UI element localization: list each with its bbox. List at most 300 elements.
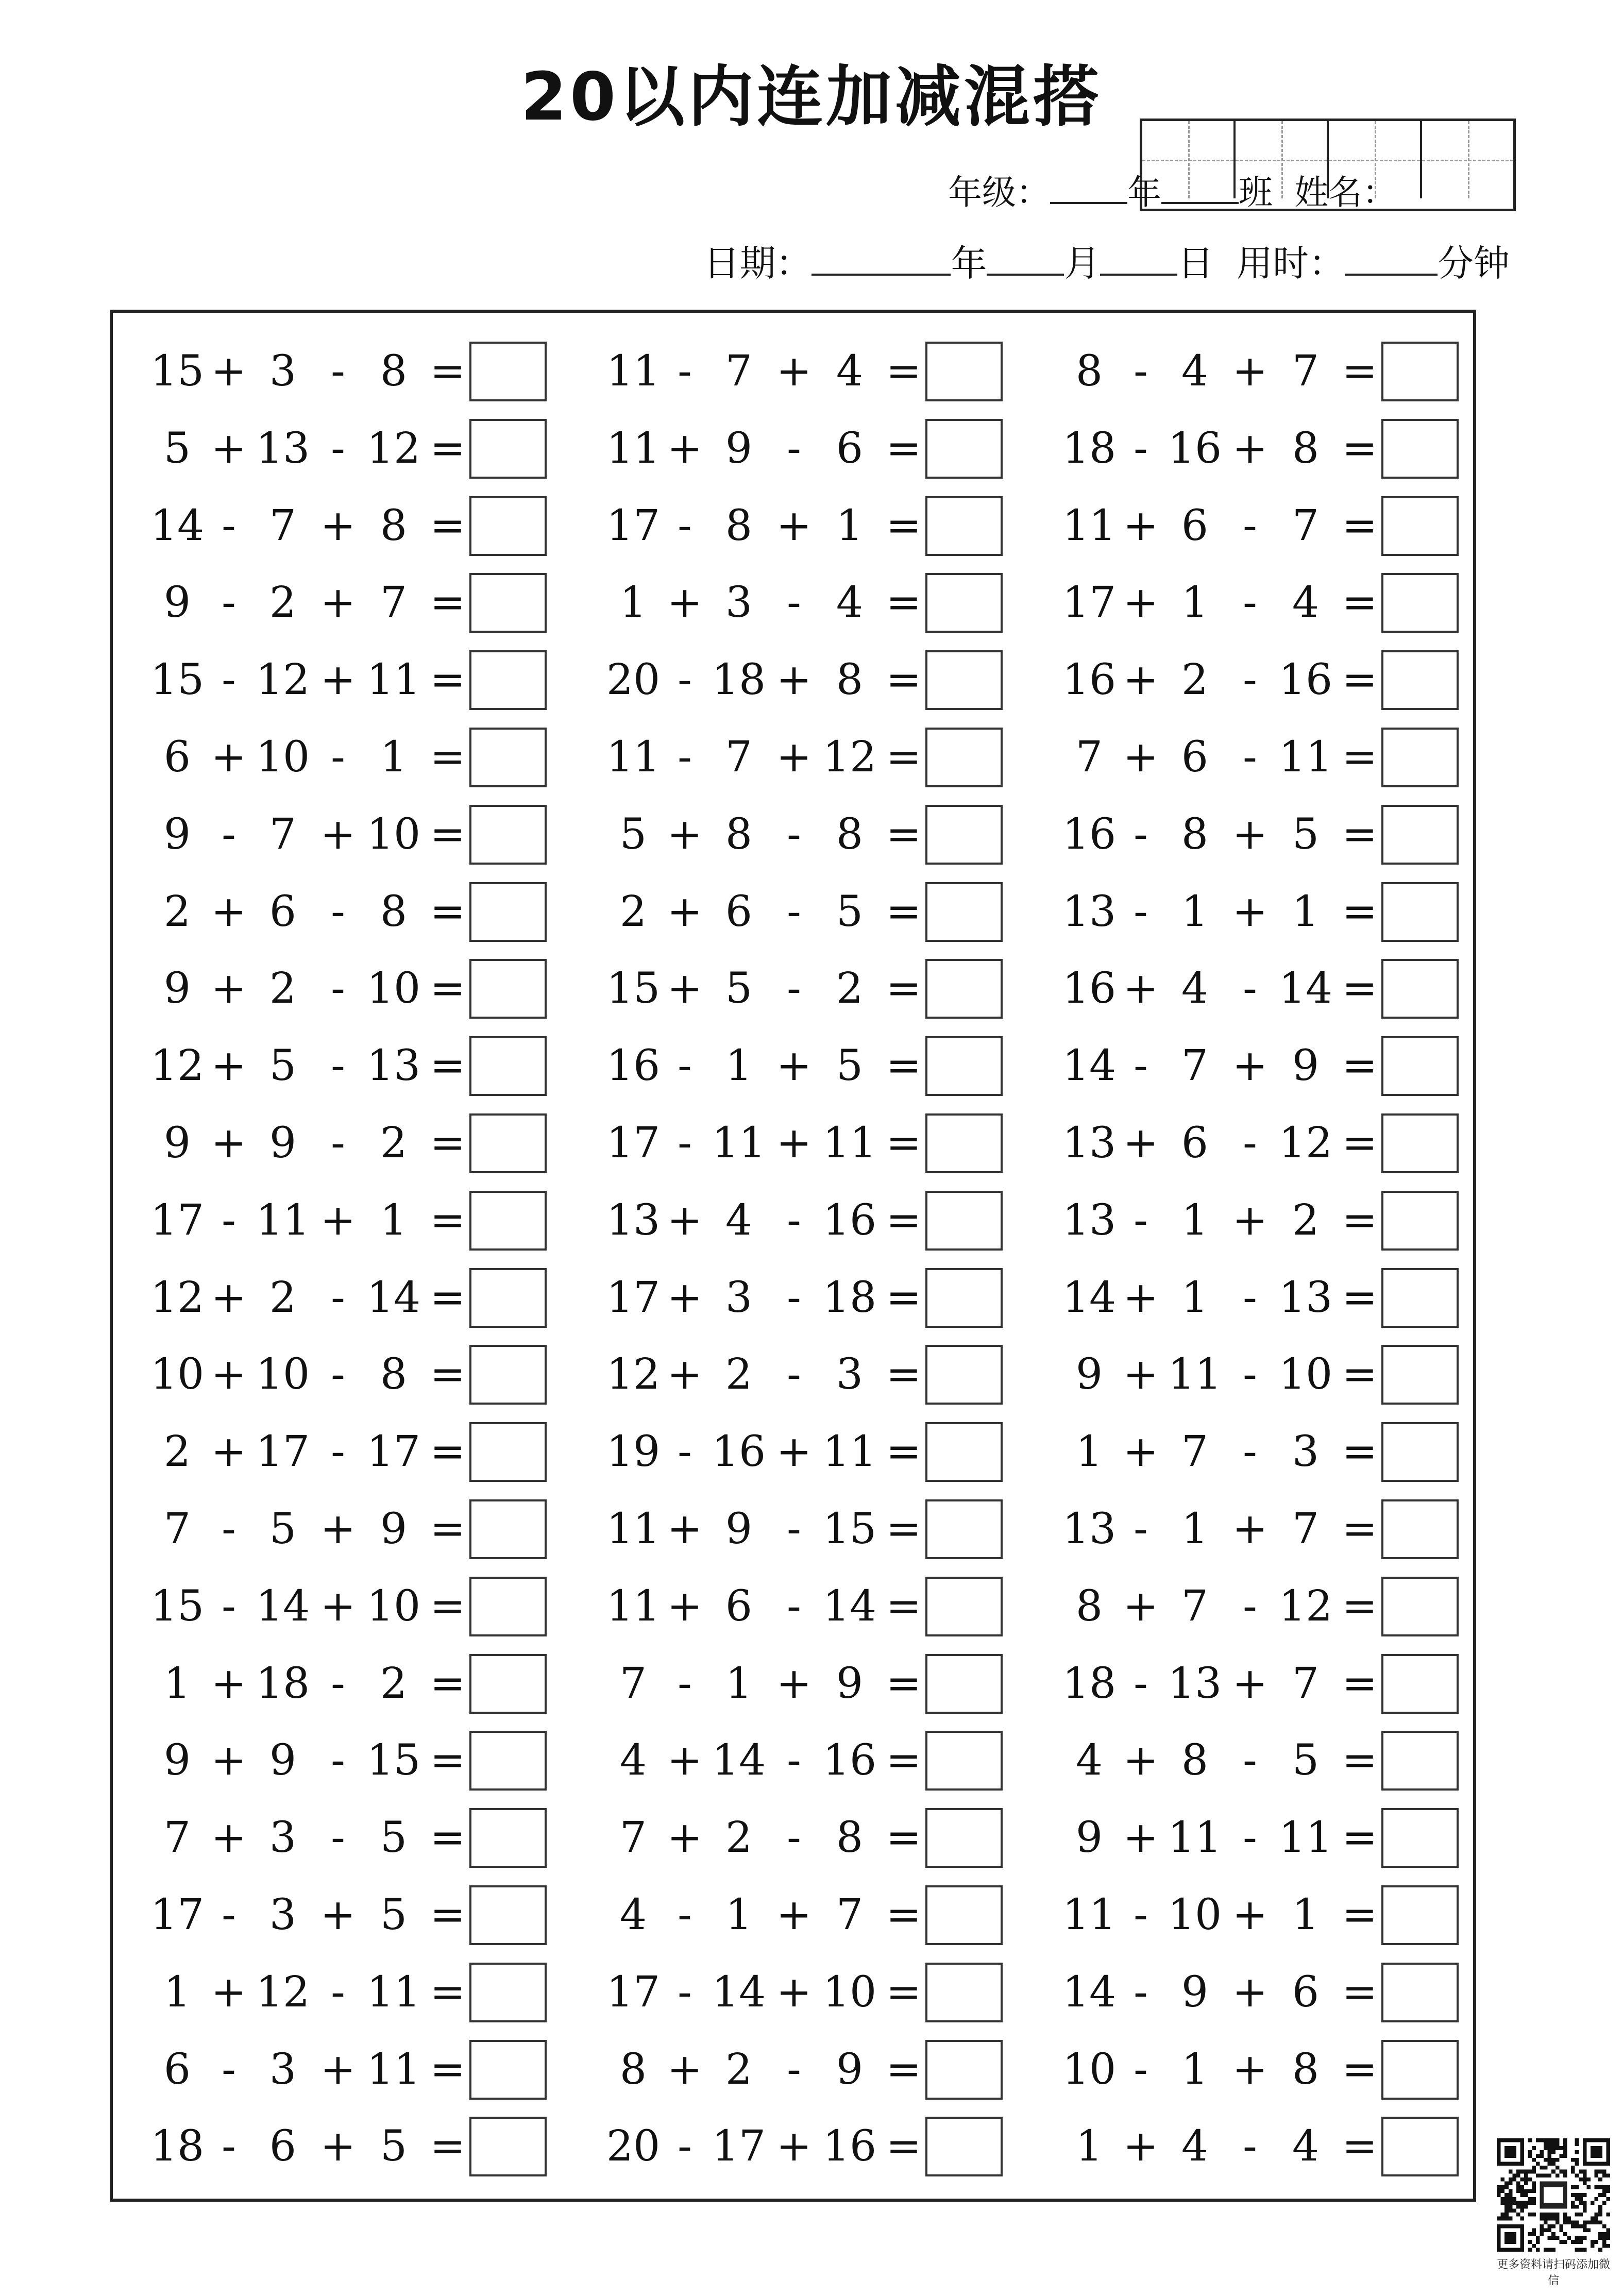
answer-box[interactable] [1381, 1191, 1459, 1251]
answer-box[interactable] [1381, 2040, 1459, 2100]
operand: 14 [822, 1581, 877, 1631]
answer-box[interactable] [1381, 342, 1459, 401]
operand: 17 [366, 1427, 421, 1477]
answer-box[interactable] [925, 573, 1003, 633]
grade-unit: 年 [1127, 173, 1162, 212]
operator: - [678, 1890, 692, 1939]
answer-box[interactable] [1381, 1808, 1459, 1868]
operand: 11 [606, 1581, 661, 1631]
operand: 6 [1181, 501, 1209, 550]
operator: - [678, 2122, 692, 2171]
operand: 12 [366, 424, 421, 473]
equals-sign: = [430, 1273, 466, 1322]
answer-box[interactable] [925, 805, 1003, 865]
operand: 6 [725, 1581, 753, 1631]
answer-box[interactable] [925, 959, 1003, 1019]
operand: 7 [836, 1890, 864, 1939]
operand: 6 [269, 2122, 297, 2171]
operator: - [222, 2122, 236, 2171]
operand: 10 [1168, 1890, 1222, 1939]
answer-box[interactable] [469, 959, 547, 1019]
equals-sign: = [886, 964, 922, 1014]
answer-box[interactable] [469, 2040, 547, 2100]
operator: - [331, 1736, 345, 1785]
equals-sign: = [1342, 501, 1378, 550]
operand: 9 [380, 1505, 408, 1554]
operand: 2 [725, 1350, 753, 1399]
answer-box[interactable] [925, 1345, 1003, 1405]
qr-caption: 更多资料请扫码添加微信 [1496, 2258, 1610, 2287]
equals-sign: = [1342, 1427, 1378, 1477]
operand: 4 [725, 1195, 753, 1245]
operator: + [1232, 2045, 1268, 2094]
operator: - [222, 578, 236, 628]
operand: 3 [269, 2045, 297, 2094]
answer-box[interactable] [469, 1808, 547, 1868]
answer-box[interactable] [925, 650, 1003, 710]
equals-sign: = [1342, 964, 1378, 1014]
answer-box[interactable] [1381, 1268, 1459, 1328]
answer-box[interactable] [925, 1885, 1003, 1945]
equals-sign: = [1342, 1195, 1378, 1245]
operand: 13 [1278, 1273, 1333, 1322]
operand: 18 [712, 655, 766, 705]
operand: 8 [1292, 2045, 1320, 2094]
operator: - [331, 424, 345, 473]
equals-sign: = [1342, 578, 1378, 628]
operator: - [1134, 1659, 1148, 1708]
operator: - [1243, 1119, 1257, 1168]
operand: 12 [150, 1041, 205, 1091]
operand: 10 [366, 1581, 421, 1631]
answer-box[interactable] [469, 1885, 547, 1945]
equals-sign: = [886, 1195, 922, 1245]
operand: 6 [163, 2045, 191, 2094]
answer-box[interactable] [469, 882, 547, 942]
answer-box[interactable] [1381, 1963, 1459, 2022]
equals-sign: = [886, 733, 922, 782]
operator: + [1123, 1350, 1159, 1399]
class-blank[interactable] [1161, 171, 1239, 204]
operand: 14 [366, 1273, 421, 1322]
day-blank[interactable] [1100, 243, 1177, 276]
answer-box[interactable] [1381, 650, 1459, 710]
operand: 7 [1181, 1581, 1209, 1631]
operator: + [1123, 1119, 1159, 1168]
operand: 7 [1181, 1427, 1209, 1477]
operand: 1 [619, 578, 647, 628]
operator: + [1232, 887, 1268, 936]
operand: 11 [1062, 1890, 1117, 1939]
operand: 16 [1062, 964, 1117, 1014]
operand: 1 [1181, 887, 1209, 936]
answer-box[interactable] [925, 1654, 1003, 1714]
equals-sign: = [430, 1427, 466, 1477]
answer-box[interactable] [469, 573, 547, 633]
operand: 2 [380, 1119, 408, 1168]
operand: 10 [366, 809, 421, 859]
answer-box[interactable] [1381, 1885, 1459, 1945]
operand: 11 [366, 655, 421, 705]
equals-sign: = [1342, 655, 1378, 705]
answer-box[interactable] [925, 2040, 1003, 2100]
equals-sign: = [886, 1273, 922, 1322]
operand: 6 [725, 887, 753, 936]
operator: - [331, 1041, 345, 1091]
operator: - [1243, 1350, 1257, 1399]
operand: 10 [256, 733, 310, 782]
operator: - [678, 501, 692, 550]
operand: 16 [822, 2122, 877, 2171]
operand: 12 [256, 1967, 310, 2017]
operator: + [1232, 1659, 1268, 1708]
operand: 13 [1062, 1505, 1117, 1554]
operand: 10 [1062, 2045, 1117, 2094]
operand: 15 [366, 1736, 421, 1785]
operand: 13 [1062, 1119, 1117, 1168]
operator: - [1243, 1813, 1257, 1863]
operator: + [667, 1813, 703, 1863]
operand: 5 [380, 1813, 408, 1863]
operand: 16 [1278, 655, 1333, 705]
operand: 12 [606, 1350, 661, 1399]
equals-sign: = [430, 501, 466, 550]
operand: 12 [822, 733, 877, 782]
operator: + [776, 655, 812, 705]
equals-sign: = [886, 1967, 922, 2017]
operand: 16 [822, 1195, 877, 1245]
operator: + [667, 1273, 703, 1322]
equals-sign: = [430, 964, 466, 1014]
equals-sign: = [430, 655, 466, 705]
operator: - [787, 1813, 801, 1863]
operand: 8 [380, 347, 408, 396]
answer-box[interactable] [469, 2117, 547, 2176]
operand: 7 [269, 501, 297, 550]
answer-box[interactable] [469, 1731, 547, 1791]
operand: 1 [1181, 578, 1209, 628]
operand: 3 [269, 1890, 297, 1939]
operand: 3 [836, 1350, 864, 1399]
operator: + [776, 1427, 812, 1477]
operand: 14 [1062, 1273, 1117, 1322]
answer-box[interactable] [1381, 496, 1459, 556]
answer-box[interactable] [925, 1113, 1003, 1173]
answer-box[interactable] [925, 728, 1003, 787]
answer-box[interactable] [469, 342, 547, 401]
operator: + [1232, 347, 1268, 396]
answer-box[interactable] [469, 805, 547, 865]
operand: 6 [1181, 733, 1209, 782]
operator: - [1134, 1195, 1148, 1245]
operand: 11 [1168, 1350, 1222, 1399]
operator: + [211, 887, 247, 936]
operand: 16 [606, 1041, 661, 1091]
answer-box[interactable] [1381, 728, 1459, 787]
operand: 18 [1062, 1659, 1117, 1708]
operand: 4 [836, 347, 864, 396]
operand: 11 [606, 1505, 661, 1554]
operator: + [1123, 655, 1159, 705]
operand: 2 [836, 964, 864, 1014]
equals-sign: = [1342, 2045, 1378, 2094]
answer-box[interactable] [1381, 1654, 1459, 1714]
answer-box[interactable] [925, 1036, 1003, 1096]
operand: 2 [269, 578, 297, 628]
operand: 19 [606, 1427, 661, 1477]
operand: 11 [366, 2045, 421, 2094]
equals-sign: = [430, 1581, 466, 1631]
operand: 2 [163, 1427, 191, 1477]
answer-box[interactable] [925, 1268, 1003, 1328]
operator: + [320, 501, 356, 550]
operand: 14 [1062, 1041, 1117, 1091]
answer-box[interactable] [925, 342, 1003, 401]
operator: + [776, 501, 812, 550]
operand: 17 [606, 1273, 661, 1322]
answer-box[interactable] [925, 1422, 1003, 1482]
operand: 2 [380, 1659, 408, 1708]
operand: 13 [1168, 1659, 1222, 1708]
equals-sign: = [886, 1350, 922, 1399]
operand: 8 [1181, 1736, 1209, 1785]
operand: 8 [380, 887, 408, 936]
operand: 6 [1292, 1967, 1320, 2017]
answer-box[interactable] [469, 650, 547, 710]
equals-sign: = [886, 347, 922, 396]
operand: 8 [1181, 809, 1209, 859]
operand: 8 [1075, 1581, 1103, 1631]
operand: 13 [256, 424, 310, 473]
operand: 17 [1062, 578, 1117, 628]
answer-box[interactable] [1381, 419, 1459, 479]
operator: + [211, 1350, 247, 1399]
answer-box[interactable] [469, 1654, 547, 1714]
operand: 7 [1292, 1659, 1320, 1708]
operand: 9 [836, 2045, 864, 2094]
operator: - [222, 501, 236, 550]
equals-sign: = [430, 2122, 466, 2171]
operand: 9 [725, 1505, 753, 1554]
operand: 18 [256, 1659, 310, 1708]
operator: + [667, 424, 703, 473]
equals-sign: = [1342, 1119, 1378, 1168]
operator: + [1123, 964, 1159, 1014]
operand: 15 [822, 1505, 877, 1554]
equals-sign: = [1342, 347, 1378, 396]
operand: 4 [1292, 578, 1320, 628]
equals-sign: = [886, 655, 922, 705]
operand: 5 [836, 1041, 864, 1091]
answer-box[interactable] [469, 1268, 547, 1328]
equals-sign: = [430, 1659, 466, 1708]
equals-sign: = [1342, 424, 1378, 473]
equals-sign: = [886, 2045, 922, 2094]
time-blank[interactable] [1345, 243, 1438, 276]
answer-box[interactable] [469, 419, 547, 479]
operator: + [211, 1119, 247, 1168]
operator: + [776, 2122, 812, 2171]
grade-label: 年级： [948, 173, 1051, 212]
equals-sign: = [430, 1350, 466, 1399]
answer-box[interactable] [1381, 959, 1459, 1019]
operand: 1 [725, 1659, 753, 1708]
equals-sign: = [886, 1119, 922, 1168]
equals-sign: = [430, 733, 466, 782]
operator: + [776, 347, 812, 396]
year-blank[interactable] [812, 243, 951, 276]
equals-sign: = [1342, 1890, 1378, 1939]
answer-box[interactable] [1381, 1499, 1459, 1559]
operator: + [211, 347, 247, 396]
operand: 1 [163, 1659, 191, 1708]
operand: 9 [163, 809, 191, 859]
grade-blank[interactable] [1050, 171, 1127, 204]
answer-box[interactable] [469, 1577, 547, 1636]
operand: 17 [606, 1967, 661, 2017]
answer-box[interactable] [469, 1963, 547, 2022]
date-label: 日期： [703, 242, 812, 284]
operator: - [222, 655, 236, 705]
answer-box[interactable] [925, 1577, 1003, 1636]
operand: 12 [1278, 1581, 1333, 1631]
answer-box[interactable] [925, 1499, 1003, 1559]
operand: 4 [1181, 347, 1209, 396]
answer-box[interactable] [925, 2117, 1003, 2176]
answer-box[interactable] [1381, 1422, 1459, 1482]
operand: 7 [725, 347, 753, 396]
operand: 5 [269, 1041, 297, 1091]
answer-box[interactable] [469, 1422, 547, 1482]
operator: - [331, 1350, 345, 1399]
answer-box[interactable] [1381, 805, 1459, 865]
operand: 10 [822, 1967, 877, 2017]
operator: + [1232, 809, 1268, 859]
answer-box[interactable] [925, 419, 1003, 479]
answer-box[interactable] [925, 882, 1003, 942]
operator: + [667, 809, 703, 859]
operator: - [787, 578, 801, 628]
equals-sign: = [1342, 887, 1378, 936]
operator: - [331, 1813, 345, 1863]
operand: 20 [606, 2122, 661, 2171]
equals-sign: = [886, 1813, 922, 1863]
operator: - [1134, 2045, 1148, 2094]
answer-box[interactable] [925, 496, 1003, 556]
answer-box[interactable] [925, 1731, 1003, 1791]
answer-box[interactable] [1381, 882, 1459, 942]
operator: + [320, 578, 356, 628]
answer-box[interactable] [469, 1036, 547, 1096]
operator: - [1243, 578, 1257, 628]
operand: 5 [380, 2122, 408, 2171]
equals-sign: = [1342, 1350, 1378, 1399]
operator: + [1232, 1505, 1268, 1554]
operator: + [211, 1813, 247, 1863]
operator: + [211, 1659, 247, 1708]
class-unit: 班 [1239, 173, 1273, 212]
operator: - [678, 1041, 692, 1091]
answer-box[interactable] [1381, 573, 1459, 633]
operand: 9 [269, 1736, 297, 1785]
operator: + [211, 424, 247, 473]
operator: + [211, 1273, 247, 1322]
operator: - [787, 1195, 801, 1245]
answer-box[interactable] [1381, 1036, 1459, 1096]
operand: 2 [619, 887, 647, 936]
operator: - [1243, 655, 1257, 705]
month-blank[interactable] [987, 243, 1064, 276]
operand: 14 [1278, 964, 1333, 1014]
equals-sign: = [430, 1119, 466, 1168]
operand: 4 [1075, 1736, 1103, 1785]
operator: + [320, 2122, 356, 2171]
name-grid-cell[interactable] [1422, 121, 1513, 198]
operand: 1 [725, 1041, 753, 1091]
operand: 7 [163, 1505, 191, 1554]
answer-box[interactable] [925, 1808, 1003, 1868]
operand: 17 [150, 1890, 205, 1939]
operand: 5 [619, 809, 647, 859]
operand: 9 [269, 1119, 297, 1168]
answer-box[interactable] [469, 1191, 547, 1251]
operand: 8 [725, 809, 753, 859]
operator: + [667, 578, 703, 628]
operand: 7 [1292, 1505, 1320, 1554]
equals-sign: = [1342, 1581, 1378, 1631]
equals-sign: = [430, 1195, 466, 1245]
answer-box[interactable] [469, 496, 547, 556]
operator: - [331, 347, 345, 396]
answer-box[interactable] [1381, 1345, 1459, 1405]
operator: - [331, 1119, 345, 1168]
operand: 10 [256, 1350, 310, 1399]
operand: 8 [1292, 424, 1320, 473]
operand: 1 [725, 1890, 753, 1939]
answer-box[interactable] [925, 1963, 1003, 2022]
answer-box[interactable] [1381, 1113, 1459, 1173]
operand: 16 [712, 1427, 766, 1477]
operand: 17 [256, 1427, 310, 1477]
operand: 5 [380, 1890, 408, 1939]
operator: + [211, 1736, 247, 1785]
date-time-line [703, 234, 1510, 286]
answer-box[interactable] [469, 1499, 547, 1559]
operator: - [1243, 1736, 1257, 1785]
operator: + [776, 1119, 812, 1168]
operator: - [331, 733, 345, 782]
operand: 8 [619, 2045, 647, 2094]
answer-box[interactable] [1381, 2117, 1459, 2176]
operand: 17 [150, 1195, 205, 1245]
operand: 13 [1062, 1195, 1117, 1245]
operator: - [331, 1273, 345, 1322]
answer-box[interactable] [469, 1113, 547, 1173]
operator: + [1123, 501, 1159, 550]
operator: + [667, 887, 703, 936]
answer-box[interactable] [469, 1345, 547, 1405]
operand: 4 [619, 1890, 647, 1939]
answer-box[interactable] [1381, 1577, 1459, 1636]
operator: - [1134, 1505, 1148, 1554]
equals-sign: = [430, 887, 466, 936]
operator: - [331, 964, 345, 1014]
operand: 9 [1075, 1350, 1103, 1399]
answer-box[interactable] [469, 728, 547, 787]
answer-box[interactable] [1381, 1731, 1459, 1791]
equals-sign: = [430, 424, 466, 473]
answer-box[interactable] [925, 1191, 1003, 1251]
